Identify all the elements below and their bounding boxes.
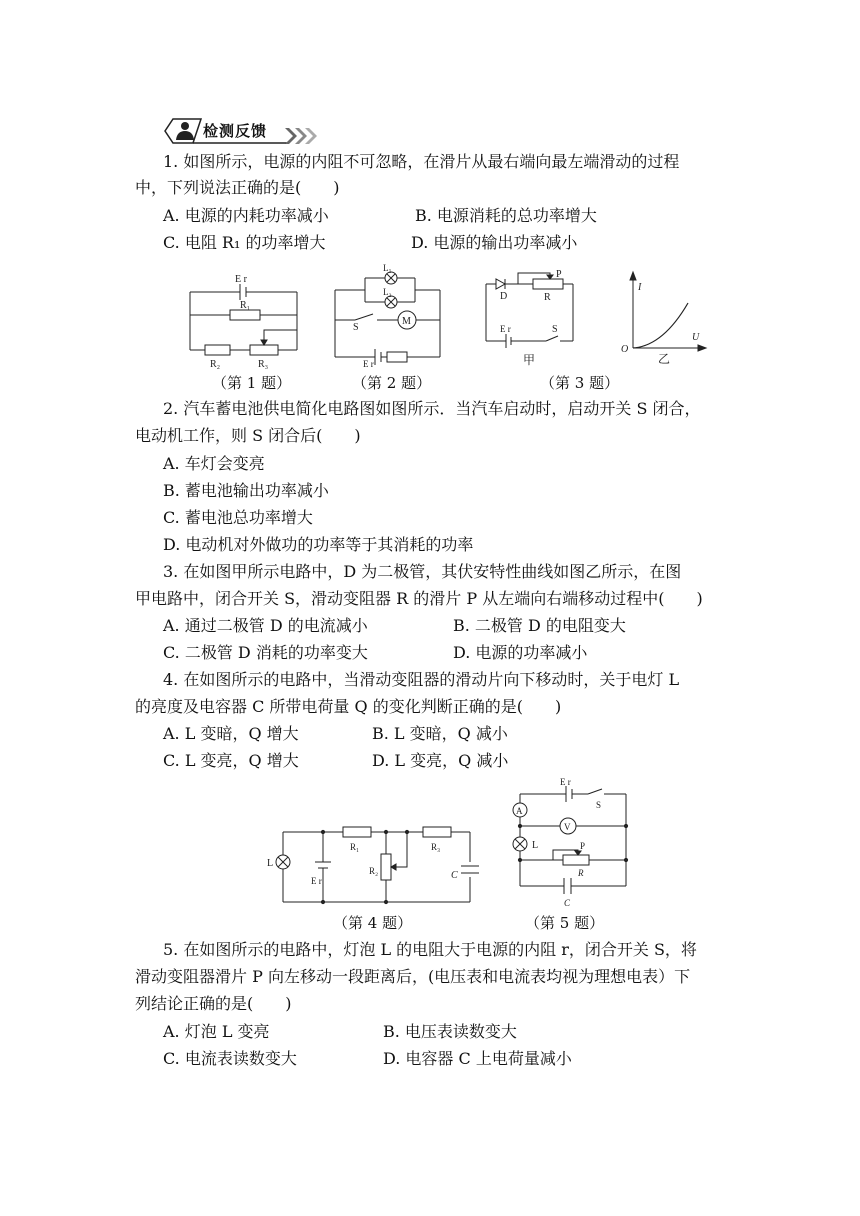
fig4-label-l: L (267, 858, 274, 869)
q3-option-c: C. 二极管 D 消耗的功率变大 (163, 643, 368, 662)
q1-stem-line1: 1. 如图所示，电源的内阻不可忽略，在滑片从最右端向最左端滑动的过程 (163, 152, 680, 171)
figure-1-caption: （第 1 题） (212, 374, 292, 392)
q5-stem-line3: 列结论正确的是( ) (135, 994, 292, 1013)
fig5-label-s: S (596, 800, 602, 810)
figure-2-caption: （第 2 题） (352, 374, 432, 392)
q2-option-d: D. 电动机对外做功的功率等于其消耗的功率 (163, 535, 474, 554)
q4-stem-line2: 的亮度及电容器 C 所带电荷量 Q 的变化判断正确的是( ) (135, 697, 562, 716)
fig3-label-er: E r (500, 324, 511, 334)
fig4-label-er: E r (311, 876, 322, 886)
figure-1-circuit (180, 270, 305, 370)
q2-option-c: C. 蓄电池总功率增大 (163, 508, 313, 527)
fig2-label-s: S (353, 322, 359, 333)
figure-2-circuit (325, 262, 450, 370)
figure-4-circuit (265, 822, 485, 912)
section-banner (163, 116, 323, 146)
fig4-label-r1: R₁ (350, 842, 360, 852)
fig5-label-r: R (578, 868, 584, 878)
q4-option-d: D. L 变亮，Q 减小 (372, 751, 509, 770)
fig5-label-er: E r (560, 777, 571, 787)
q3-stem-line1: 3. 在如图甲所示电路中，D 为二极管，其伏安特性曲线如图乙所示，在图 (163, 562, 682, 581)
fig3b-label-yi: 乙 (658, 352, 671, 366)
fig1-label-r3: R₃ (258, 359, 269, 370)
q2-stem-line1: 2. 汽车蓄电池供电简化电路图如图所示．当汽车启动时，启动开关 S 闭合， (163, 399, 701, 418)
q1-option-b: B. 电源消耗的总功率增大 (415, 206, 597, 225)
q3-option-b: B. 二极管 D 的电阻变大 (453, 616, 626, 635)
fig3-label-r: R (544, 292, 551, 303)
q5-option-a: A. 灯泡 L 变亮 (163, 1022, 270, 1041)
fig5-label-v: V (564, 822, 571, 832)
q3-stem-line2: 甲电路中，闭合开关 S，滑动变阻器 R 的滑片 P 从左端向右端移动过程中( ) (135, 589, 703, 608)
q3-option-a: A. 通过二极管 D 的电流减小 (163, 616, 368, 635)
q2-option-a: A. 车灯会变亮 (163, 454, 265, 473)
q1-option-a: A. 电源的内耗功率减小 (163, 206, 329, 225)
q2-option-b: B. 蓄电池输出功率减小 (163, 481, 329, 500)
q1-option-d: D. 电源的输出功率减小 (411, 233, 578, 252)
fig3b-label-i: I (638, 282, 642, 293)
fig2-label-l2: L₂ (383, 287, 392, 297)
fig4-label-r2: R₂ (369, 866, 379, 876)
figure-5-caption: （第 5 题） (525, 914, 605, 932)
fig2-label-er: E r (363, 359, 374, 369)
fig2-label-m: M (402, 316, 411, 327)
q5-option-b: B. 电压表读数变大 (383, 1022, 517, 1041)
q1-stem-line2: 中，下列说法正确的是( ) (135, 178, 340, 197)
q1-option-c: C. 电阻 R₁ 的功率增大 (163, 233, 326, 252)
q4-option-b: B. L 变暗，Q 减小 (372, 724, 508, 743)
fig1-label-er: E r (235, 274, 247, 285)
q5-stem-line2: 滑动变阻器滑片 P 向左移动一段距离后，(电压表和电流表均视为理想电表）下 (135, 967, 691, 986)
figure-5-circuit (508, 774, 638, 912)
q5-stem-line1: 5. 在如图所示的电路中，灯泡 L 的电阻大于电源的内阻 r，闭合开关 S，将 (163, 940, 697, 959)
fig5-label-c: C (564, 898, 571, 908)
q3-option-d: D. 电源的功率减小 (453, 643, 588, 662)
fig1-label-r1: R₁ (240, 300, 251, 311)
fig3-label-s: S (552, 324, 558, 335)
figure-3-caption: （第 3 题） (540, 374, 620, 392)
q2-stem-line2: 电动机工作，则 S 闭合后( ) (135, 426, 361, 445)
fig3-label-d: D (500, 291, 508, 302)
fig3-label-jia: 甲 (523, 353, 536, 367)
q4-option-c: C. L 变亮，Q 增大 (163, 751, 299, 770)
q5-option-c: C. 电流表读数变大 (163, 1049, 297, 1068)
fig5-label-p: P (580, 841, 586, 851)
q4-option-a: A. L 变暗，Q 增大 (163, 724, 299, 743)
fig1-label-r2: R₂ (210, 359, 221, 370)
figure-3a-circuit (478, 266, 583, 370)
fig3b-label-o: O (621, 344, 629, 355)
fig4-label-r3: R₃ (431, 842, 441, 852)
fig3b-label-u: U (692, 332, 700, 343)
figure-4-caption: （第 4 题） (333, 914, 413, 932)
q5-option-d: D. 电容器 C 上电荷量减小 (383, 1049, 572, 1068)
q4-stem-line1: 4. 在如图所示的电路中，当滑动变阻器的滑动片向下移动时，关于电灯 L (163, 670, 680, 689)
figure-3b-iv-curve (618, 268, 708, 370)
fig4-label-c: C (451, 870, 458, 881)
fig5-label-l: L (532, 840, 539, 851)
fig5-label-a: A (516, 806, 523, 816)
fig3-label-p: P (556, 269, 562, 280)
fig2-label-l1: L₁ (383, 263, 392, 273)
section-title: 检测反馈 (203, 122, 268, 140)
